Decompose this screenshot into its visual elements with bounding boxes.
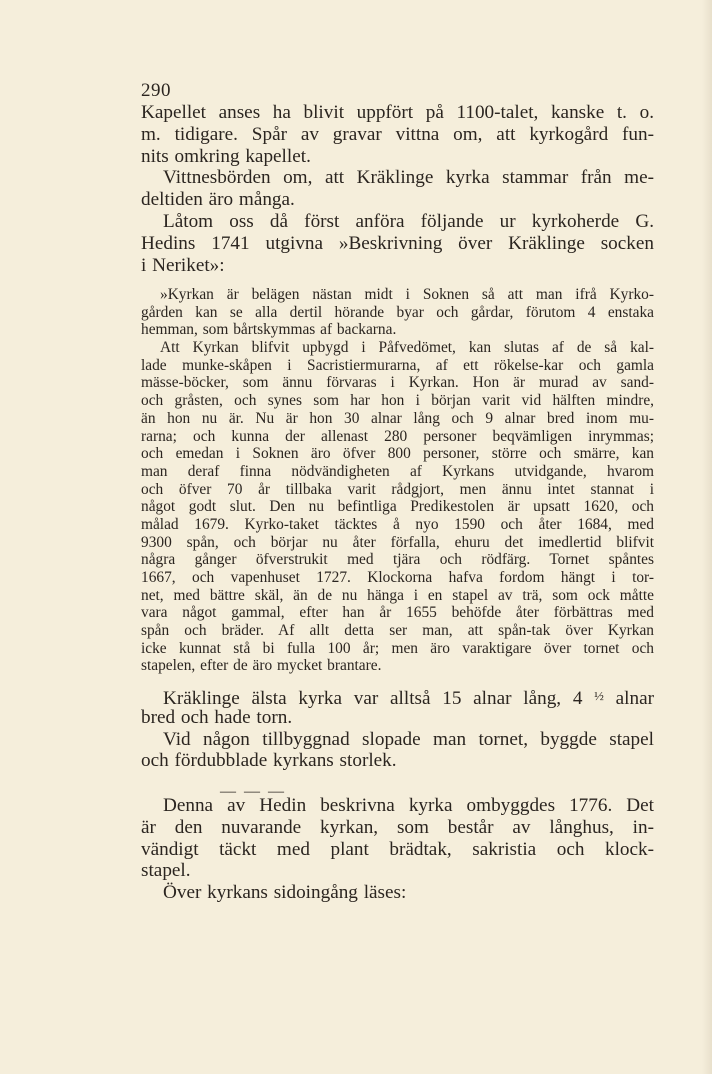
section-separator: — — — (220, 783, 286, 800)
quote-line: målad 1679. Kyrko-taket täcktes å nyo 1590 och åter 1684, med (141, 515, 654, 533)
text-line: Vittnesbörden om, att Kräklinge kyrka stammar från me- (163, 167, 654, 189)
quote-line: spån och bräder. Af allt detta ser man, att spån-tak över Kyrkan (141, 622, 654, 640)
quote-line: vara något gammal, efter han år 1655 behöfde åter förbättras med (141, 604, 654, 622)
quote-line: gården kan se alla dertil hörande byar och gårdar, förutom 4 enstaka (141, 303, 654, 321)
text-line: Låtom oss då först anföra följande ur kyrkoherde G. (163, 210, 654, 232)
quote-line: och öfver 70 år tillbaka varit rådgjort, men ännu intet stannat i (141, 480, 654, 498)
text-line: deltiden äro många. (141, 189, 295, 211)
text-line: Kapellet anses ha blivit uppfört på 1100-talet, kanske t. o. (141, 102, 654, 123)
quote-line: och emedan i Soknen äro öfver 800 personer, större och smärre, kan (141, 445, 654, 463)
fraction-half: ½ (594, 688, 604, 703)
quote-line: »Kyrkan är belägen nästan midt i Soknen så att man ifrå Kyrko- (160, 286, 654, 303)
quotation-block (141, 286, 654, 675)
text-line: Vid någon tillbyggnad slopade man tornet, byggde stapel (163, 728, 654, 750)
text-line: bred och hade torn. (141, 706, 293, 728)
paragraph-block-1 (141, 102, 654, 276)
quote-line: 9300 spån, och börjar nu åter förfalla, ehuru det imedlertid blifvit (141, 533, 654, 551)
quote-line: Att Kyrkan blifvit upbygd i Påfvedömet, kan slutas af de så kal- (160, 339, 654, 357)
text-line: nits omkring kapellet. (141, 145, 311, 167)
quote-line: än hon nu är. Nu är hon 30 alnar lång och 9 alnar bred inom mu- (141, 409, 654, 427)
quote-line: stapelen, efter de äro mycket brantare. (141, 657, 382, 675)
paragraph-block-2 (141, 685, 654, 772)
quote-line: något godt slut. Den nu befintliga Predikestolen är upsatt 1620, och (141, 498, 654, 516)
text-line: Hedins 1741 utgivna »Beskrivning över Kräklinge socken (141, 232, 654, 254)
text-line: m. tidigare. Spår av gravar vittna om, att kyrkogård fun- (141, 123, 654, 145)
text-line: stapel. (141, 860, 191, 882)
quote-line: 1667, och vapenhuset 1727. Klockorna hafva fordom hängt i tor- (141, 569, 654, 586)
quote-line: net, med bättre skäl, än de nu hänga i en stapel av trä, som ock måtte (141, 586, 654, 604)
page-number: 290 (141, 80, 171, 101)
quote-line: lade munke-skåpen i Sacristiermurarna, af ett rökelse-kar och gamla (141, 356, 654, 374)
text-line: är den nuvarande kyrkan, som består av långhus, in- (141, 816, 654, 838)
text-line: och fördubblade kyrkans storlek. (141, 750, 397, 772)
quote-line: rarna; och kunna der allenast 280 personer beqvämligen inrymmas; (141, 427, 654, 445)
text-line: Denna av Hedin beskrivna kyrka ombyggdes 1776. Det (163, 795, 654, 816)
text-line: vändigt täckt med plant brädtak, sakristia och klock- (141, 838, 654, 860)
quote-line: man deraf finna nödvändigheten af Kyrkans utvidgande, hvarom (141, 462, 654, 480)
quote-line: och gråsten, och synes som har hon i början varit vid hälften mindre, (141, 392, 654, 410)
quote-line: icke kunnat stå bi fulla 100 år; men äro varaktigare över tornet och (141, 639, 654, 657)
quote-line: hemman, som bårtskymmas af backarna. (141, 321, 397, 339)
text-line (141, 685, 654, 707)
quote-line: mässe-böcker, som ännu förvaras i Kyrkan. Hon är murad av sand- (141, 374, 654, 392)
text-line: Över kyrkans sidoingång läses: (163, 882, 407, 904)
paragraph-block-3 (141, 795, 654, 904)
quote-line: några gånger öfverstrukit med tjära och rödfärg. Tornet spåntes (141, 551, 654, 569)
text-segment: Kräklinge älsta kyrka var alltså 15 alnar lång, 4 (163, 688, 583, 709)
text-segment: alnar (603, 688, 655, 709)
page-edge-shadow (702, 0, 712, 1074)
text-line: i Neriket»: (141, 254, 225, 276)
